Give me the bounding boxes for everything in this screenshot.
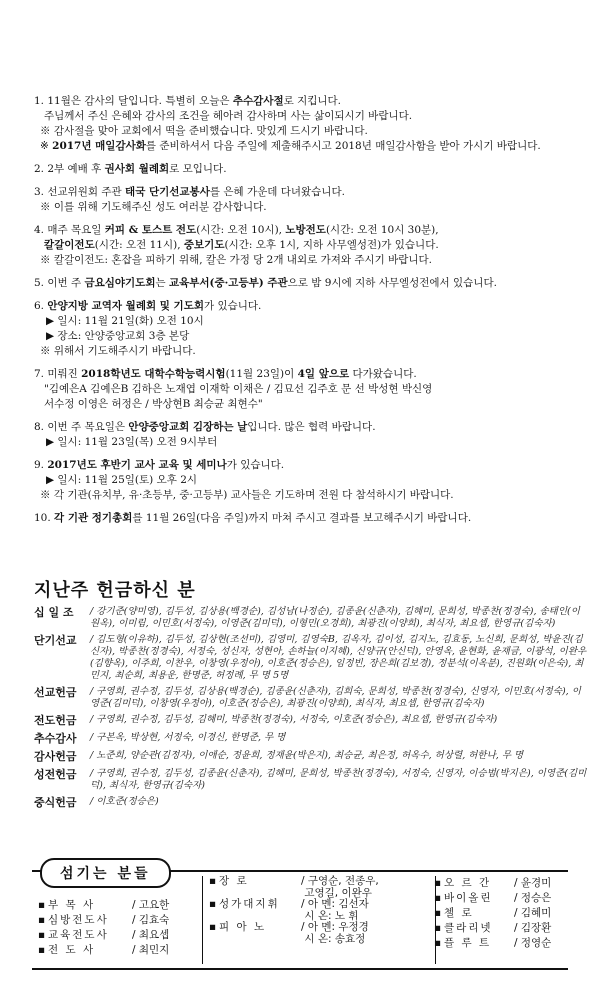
donor-row xyxy=(34,686,589,710)
donor-category: 감사헌금 xyxy=(34,750,77,763)
server-role: 클라리넷 xyxy=(444,922,493,934)
server-role: 오 르 간 xyxy=(444,877,492,889)
server-role: 바이올린 xyxy=(444,892,493,904)
notice-emphasis: 안양중앙교회 김장하는 날 xyxy=(128,421,248,433)
notice-text: 6. xyxy=(34,300,48,312)
notice-text: ▶ 일시: 11월 23일(목) 오전 9시부터 xyxy=(46,436,218,448)
notice-line xyxy=(34,458,584,473)
notice-text: 를 11월 26일(다음 주일)까지 마쳐 주시고 결과를 보고해주시기 바랍니다. xyxy=(132,512,472,524)
notice-item xyxy=(34,299,584,359)
notice-line xyxy=(34,299,584,314)
notice-emphasis: 2018학년도 대학수학능력시험 xyxy=(81,368,226,380)
donor-names: / 구영희, 권수정, 김두성, 김상용(백경순), 김종윤(신춘자), 김희숙, 문희성, 박종찬(정경숙), 신영자, 이민호(서정숙), 이영준(김미덕), 이창영(우정아), 이호준(정승은), 최광진(이양희), 최식자, 최요셉, 한영규(김숙자) xyxy=(90,686,581,709)
server-name: / 고요한 xyxy=(132,899,170,911)
notice-text: ※ xyxy=(40,140,53,152)
servers-col-1 xyxy=(38,898,198,958)
notice-line xyxy=(34,94,584,109)
donor-names: / 구영희, 권수정, 김두성, 김혜미, 박종찬(정경숙), 서정숙, 이호준(정승은), 최요셉, 한영규(김숙자) xyxy=(90,714,498,725)
notice-line xyxy=(34,109,584,124)
server-row xyxy=(434,906,564,921)
server-name: / 구영순, 전종우, xyxy=(301,875,379,887)
donor-row xyxy=(34,768,589,792)
donor-row xyxy=(34,634,589,682)
notice-line xyxy=(34,397,584,412)
notice-item xyxy=(34,162,584,177)
bullet-icon: ▪ xyxy=(434,937,442,949)
notice-line xyxy=(34,238,584,253)
notice-text: 5. 이번 주 xyxy=(34,277,85,289)
notice-item xyxy=(34,94,584,154)
notice-item xyxy=(34,458,584,503)
notice-emphasis: 교육부서(중·고등부) 주관 xyxy=(168,277,288,289)
notice-text: 2. 2부 예배 후 xyxy=(34,163,105,175)
server-role: 교육전도사 xyxy=(48,929,109,941)
notice-text: 는 xyxy=(155,277,169,289)
servers-title: 섬기는 분들 xyxy=(40,858,171,888)
notice-emphasis: 노방전도 xyxy=(285,224,326,236)
bullet-icon: ▪ xyxy=(434,922,442,934)
notice-item xyxy=(34,420,584,450)
donor-row xyxy=(34,796,589,810)
server-role: 장 로 xyxy=(219,875,249,887)
notice-line xyxy=(34,473,584,488)
notice-emphasis: 2017년 매일감사화 xyxy=(52,140,146,152)
donor-names: / 김도형(이유하), 김두성, 김상현(조선미), 김영미, 김영숙B, 김옥자, 김이성, 김지노, 김효동, 노신희, 문희성, 박윤진(김신자), 박종찬(정경숙), 서정숙, 성신자, 성현아, 손하늘(이지혜), 신양규(안신덕), 안영옥, 윤현화, 윤재금, 이광석, 이완우(김향옥), 이주희, 이찬우, 이창영(우정아), 이호준(정승은), 임정빈, 장은희(김보경), 정분석(이옥분), 진원화(이은숙), 최민지, 최순희, 최용운, 한명준, 허정례, 무 명 5명 xyxy=(90,634,587,681)
notice-text: ▶ 일시: 11월 21일(화) 오전 10시 xyxy=(46,315,204,327)
notice-text: ※ 칼갈이전도: 혼잡을 피하기 위해, 칼은 가정 당 2개 내외로 가져와 주시기 바랍니다. xyxy=(40,254,433,266)
donor-row xyxy=(34,606,589,630)
notice-text: ※ 감사절을 맞아 교회에서 떡을 준비했습니다. 맛있게 드시기 바랍니다. xyxy=(40,125,368,137)
notice-line xyxy=(34,223,584,238)
donor-category: 단기선교 xyxy=(34,634,77,647)
notice-text: ▶ 일시: 11월 25일(토) 오후 2시 xyxy=(46,474,198,486)
notice-line xyxy=(34,253,584,268)
notice-text: 9. xyxy=(34,459,48,471)
notice-line xyxy=(34,382,584,397)
notice-emphasis: 안양지방 교역자 월례회 및 기도회 xyxy=(47,300,204,312)
server-name: / 정승은 xyxy=(514,892,552,904)
bullet-icon: ▪ xyxy=(209,898,217,910)
notice-text: ※ 이를 위해 기도해주신 성도 여러분 감사합니다. xyxy=(40,201,267,213)
notice-text: 다가왔습니다. xyxy=(349,368,417,380)
server-role: 피 아 노 xyxy=(219,921,267,933)
notice-text: 를 준비하셔서 다음 주일에 제출해주시고 2018년 매일감사함을 받아 가시기 바랍니다. xyxy=(145,140,541,152)
notice-item xyxy=(34,223,584,268)
notice-text: ※ 각 기관(유치부, 유·초등부, 중·고등부) 교사들은 기도하며 전원 다 참석하시기 바랍니다. xyxy=(40,489,454,501)
notice-emphasis: 4일 앞으로 xyxy=(297,368,350,380)
donor-names: / 강기준(양미영), 김두성, 김상용(백경순), 김성남(나정순), 김종윤(신춘자), 김혜미, 문희성, 박종찬(정경숙), 송태인(이원옥), 이미림, 이민호(서정숙), 이영준(김미덕), 이형민(오경희), 최광진(이양희), 최식자, 최요셉, 한영규(김숙자) xyxy=(90,606,580,629)
server-name: / 김혜미 xyxy=(514,907,552,919)
donor-category: 추수감사 xyxy=(34,732,77,745)
notice-line xyxy=(34,344,584,359)
server-row xyxy=(38,928,198,943)
bullet-icon: ▪ xyxy=(38,929,46,941)
server-role: 성가대지휘 xyxy=(219,898,280,910)
server-row xyxy=(434,891,564,906)
server-name: / 정영순 xyxy=(514,937,552,949)
donors-title: 지난주 헌금하신 분 xyxy=(34,580,196,601)
notice-line xyxy=(34,314,584,329)
donor-row xyxy=(34,714,589,728)
notice-line xyxy=(34,511,584,526)
donor-names: / 노준희, 양순관(김정자), 이애순, 정윤희, 정재윤(박은지), 최승균, 최은정, 허옥수, 허상렬, 허한나, 무 명 xyxy=(90,750,524,761)
servers-box xyxy=(32,866,568,970)
server-role: 첼 로 xyxy=(444,907,474,919)
bullet-icon: ▪ xyxy=(209,921,217,933)
donor-row xyxy=(34,750,589,764)
server-name: / 최요셉 xyxy=(132,929,170,941)
server-row xyxy=(209,934,435,946)
notice-emphasis: 커피 & 토스트 전도 xyxy=(104,224,197,236)
server-role: 플 루 트 xyxy=(444,937,492,949)
notice-item xyxy=(34,276,584,291)
donor-names: / 구본옥, 박상현, 서정숙, 이경신, 한명준, 무 명 xyxy=(90,732,286,743)
notice-emphasis: 중보기도 xyxy=(183,239,225,251)
notice-text: 4. 매주 목요일 xyxy=(34,224,105,236)
server-name: 시 온: 노 휘 xyxy=(301,909,359,922)
bullet-icon: ▪ xyxy=(434,907,442,919)
server-name: / 최민지 xyxy=(132,944,170,956)
server-role: 부 목 사 xyxy=(48,899,96,911)
notice-item xyxy=(34,185,584,215)
notice-text: ▶ 장소: 안양중앙교회 3층 본당 xyxy=(46,330,190,342)
notice-emphasis: 태국 단기선교봉사 xyxy=(125,186,210,198)
bullet-icon: ▪ xyxy=(38,914,46,926)
bullet-icon: ▪ xyxy=(434,877,442,889)
notice-line xyxy=(34,162,584,177)
server-row xyxy=(434,921,564,936)
notice-text: 8. 이번 주 목요일은 xyxy=(34,421,129,433)
server-name: 시 온: 송효정 xyxy=(301,932,366,945)
notice-emphasis: 금요심야기도회 xyxy=(84,277,156,289)
servers-col-2 xyxy=(202,876,436,964)
notice-text: 를 은혜 가운데 다녀왔습니다. xyxy=(209,186,345,198)
bullet-icon: ▪ xyxy=(38,944,46,956)
notice-text: 1. 11월은 감사의 달입니다. 특별히 오늘은 xyxy=(34,95,233,107)
notice-item xyxy=(34,367,584,412)
notice-line xyxy=(34,420,584,435)
notice-text: 로 지킵니다. xyxy=(283,95,341,107)
servers-col-3 xyxy=(434,876,564,951)
donor-category: 중식헌금 xyxy=(34,796,77,809)
notice-emphasis: 칼갈이전도 xyxy=(44,239,95,251)
notice-line xyxy=(34,329,584,344)
notice-text: 주님께서 주신 은혜와 감사의 조건을 헤아려 감사하며 사는 삶이되시기 바랍니다. xyxy=(44,110,413,122)
server-row xyxy=(434,936,564,951)
donor-names: / 구영희, 권수정, 김두성, 김종윤(신춘자), 김혜미, 문희성, 박종찬(정경숙), 서정숙, 신영자, 이승범(박지은), 이영준(김미덕), 최식자, 한영규(김숙자) xyxy=(90,768,587,791)
notice-emphasis: 권사회 월례회 xyxy=(104,163,170,175)
notice-text: "김예은A 김예은B 김하은 노재엽 이재학 이채은 / 김묘선 김주호 문 선 박성현 박신영 xyxy=(44,383,433,395)
notice-line xyxy=(34,367,584,382)
server-name: / 아 멘: 우정경 xyxy=(301,921,369,933)
notice-line xyxy=(34,185,584,200)
notice-text: 서수정 이영은 허정은 / 박상현B 최승균 최현수" xyxy=(44,398,263,410)
server-name: / 김효숙 xyxy=(132,914,170,926)
server-row xyxy=(38,913,198,928)
server-role: 전 도 사 xyxy=(48,944,96,956)
notice-line xyxy=(34,276,584,291)
notice-emphasis: 각 기관 정기총회 xyxy=(54,512,133,524)
donor-category: 성전헌금 xyxy=(34,768,77,781)
server-name: / 김장환 xyxy=(514,922,552,934)
notice-text: 으로 밤 9시에 지하 사무엘성전에서 있습니다. xyxy=(287,277,497,289)
server-name: / 아 멘: 김선자 xyxy=(301,898,369,910)
donors-list xyxy=(34,606,589,814)
notice-line xyxy=(34,200,584,215)
server-name: / 윤경미 xyxy=(514,877,552,889)
notice-text: (시간: 오전 10시 30분), xyxy=(325,224,439,236)
donor-category: 선교헌금 xyxy=(34,686,77,699)
donor-category: 전도헌금 xyxy=(34,714,77,727)
notice-text: (시간: 오전 10시), xyxy=(196,224,286,236)
notice-line xyxy=(34,139,584,154)
notice-text: 7. 미뤄진 xyxy=(34,368,82,380)
bullet-icon: ▪ xyxy=(209,875,217,887)
notice-text: 가 있습니다. xyxy=(226,459,285,471)
notice-text: (11월 23일)이 xyxy=(225,368,298,380)
notice-item xyxy=(34,511,584,526)
bullet-icon: ▪ xyxy=(434,892,442,904)
server-row xyxy=(38,943,198,958)
donor-names: / 이호준(정승은) xyxy=(90,796,159,807)
notice-emphasis: 2017년도 후반기 교사 교육 및 세미나 xyxy=(47,459,227,471)
notice-text: 10. xyxy=(34,512,55,524)
notice-line xyxy=(34,435,584,450)
notice-text: 가 있습니다. xyxy=(203,300,262,312)
notice-text: ※ 위해서 기도해주시기 바랍니다. xyxy=(40,345,196,357)
notices-list xyxy=(34,94,584,534)
server-row xyxy=(38,898,198,913)
notice-text: 로 모입니다. xyxy=(169,163,227,175)
server-name: 고영길, 이완우 xyxy=(301,886,372,899)
notice-text: 입니다. 많은 협력 바랍니다. xyxy=(247,421,376,433)
donor-row xyxy=(34,732,589,746)
notice-text: 3. 선교위원회 주관 xyxy=(34,186,126,198)
notice-line xyxy=(34,124,584,139)
bullet-icon: ▪ xyxy=(38,899,46,911)
server-row xyxy=(434,876,564,891)
notice-text: (시간: 오후 1시, 지하 사무엘성전)가 있습니다. xyxy=(224,239,439,251)
server-role: 심방전도사 xyxy=(48,914,109,926)
notice-line xyxy=(34,488,584,503)
notice-emphasis: 추수감사절 xyxy=(232,95,284,107)
donor-category: 십 일 조 xyxy=(34,606,74,619)
notice-text: (시간: 오전 11시), xyxy=(94,239,184,251)
